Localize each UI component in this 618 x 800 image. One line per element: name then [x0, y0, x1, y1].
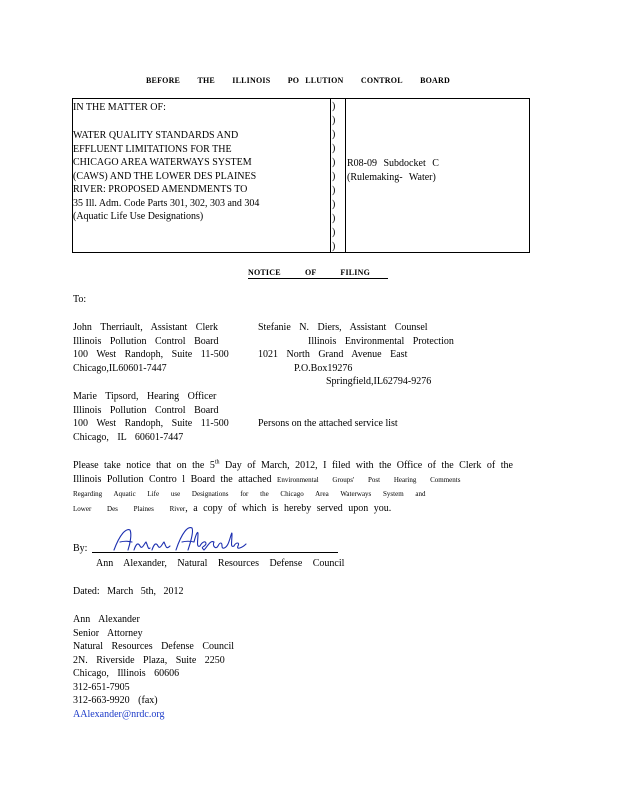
document-header	[146, 76, 450, 85]
date-line: Dated: March 5th, 2012	[73, 586, 184, 597]
by-label: By:	[73, 543, 88, 554]
signature-line	[92, 552, 338, 553]
body-line: Lower Des Plaines River, a copy of which is hereby served upon you.	[73, 502, 392, 514]
header-word: BEFORE	[146, 76, 181, 85]
body-line: Illinois Pollution Contro l Board the attached Environmental Groups' Post Hearing Comments	[73, 473, 461, 485]
recipient-iepa: Stefanie N. Diers, Assistant Counsel Illinois Environmental Protection 1021 North Grand Avenue East P.O.Box19276 Springfield,IL62794-9276	[258, 322, 454, 387]
body-line: Regarding Aquatic Life use Designations for the Chicago Area Waterways System and	[73, 490, 426, 498]
caption-line: EFFLUENT LIMITATIONS FOR THE	[73, 143, 232, 155]
notice-title: NOTICE OF FILING	[248, 268, 388, 279]
recipient-hearing-officer: Marie Tipsord, Hearing Officer Illinois Pollution Control Board 100 West Randoph, Suite 11-500 Chicago, IL 60601-7447	[73, 391, 229, 443]
header-word: PO	[287, 76, 300, 85]
caption-line: RIVER: PROPOSED AMENDMENTS TO	[73, 184, 248, 195]
email-link[interactable]: AAlexander@nrdc.org	[73, 708, 165, 720]
signer-name: Ann Alexander, Natural Resources Defense Council	[96, 558, 345, 569]
contact-block: Ann Alexander Senior Attorney Natural Resources Defense Council 2N. Riverside Plaza, Suite 2250 Chicago, Illinois 60606 312-651-7905 312-663-9920 (fax) AAlexander@nrdc.org	[73, 614, 235, 720]
notice-body	[73, 459, 529, 516]
header-word: ILLINOIS	[232, 76, 271, 85]
header-word: LLUTION	[305, 76, 344, 85]
caption-title	[73, 129, 287, 224]
body-line: Please take notice that on the 5th Day of March, 2012, I filed with the Office of the Clerk of the	[73, 459, 513, 471]
caption-parens: ) ) ) ) ) ) ) ) ) ) )	[332, 101, 336, 252]
caption-line: (Aquatic Life Use Designations)	[73, 211, 204, 222]
recipient-service-list: Persons on the attached service list	[258, 418, 398, 429]
header-word: THE	[197, 76, 215, 85]
caption-matter-line: IN THE MATTER OF:	[73, 102, 166, 113]
header-word: CONTROL	[360, 76, 403, 85]
caption-line: 35 Ill. Adm. Code Parts 301, 302, 303 and 304	[73, 197, 260, 209]
caption-line: CHICAGO AREA WATERWAYS SYSTEM	[73, 157, 252, 168]
recipient-clerk: John Therriault, Assistant Clerk Illinois Pollution Control Board 100 West Randoph, Suite 11-500 Chicago,IL60601-7447	[73, 322, 229, 374]
caption-line: (CAWS) AND THE LOWER DES PLAINES	[73, 170, 257, 182]
header-word: BOARD	[420, 76, 450, 85]
docket-number: R08-09 Subdocket C (Rulemaking- Water)	[347, 158, 439, 183]
handwritten-signature	[110, 524, 250, 561]
caption-line: WATER QUALITY STANDARDS AND	[73, 130, 239, 141]
to-label: To:	[73, 294, 87, 305]
